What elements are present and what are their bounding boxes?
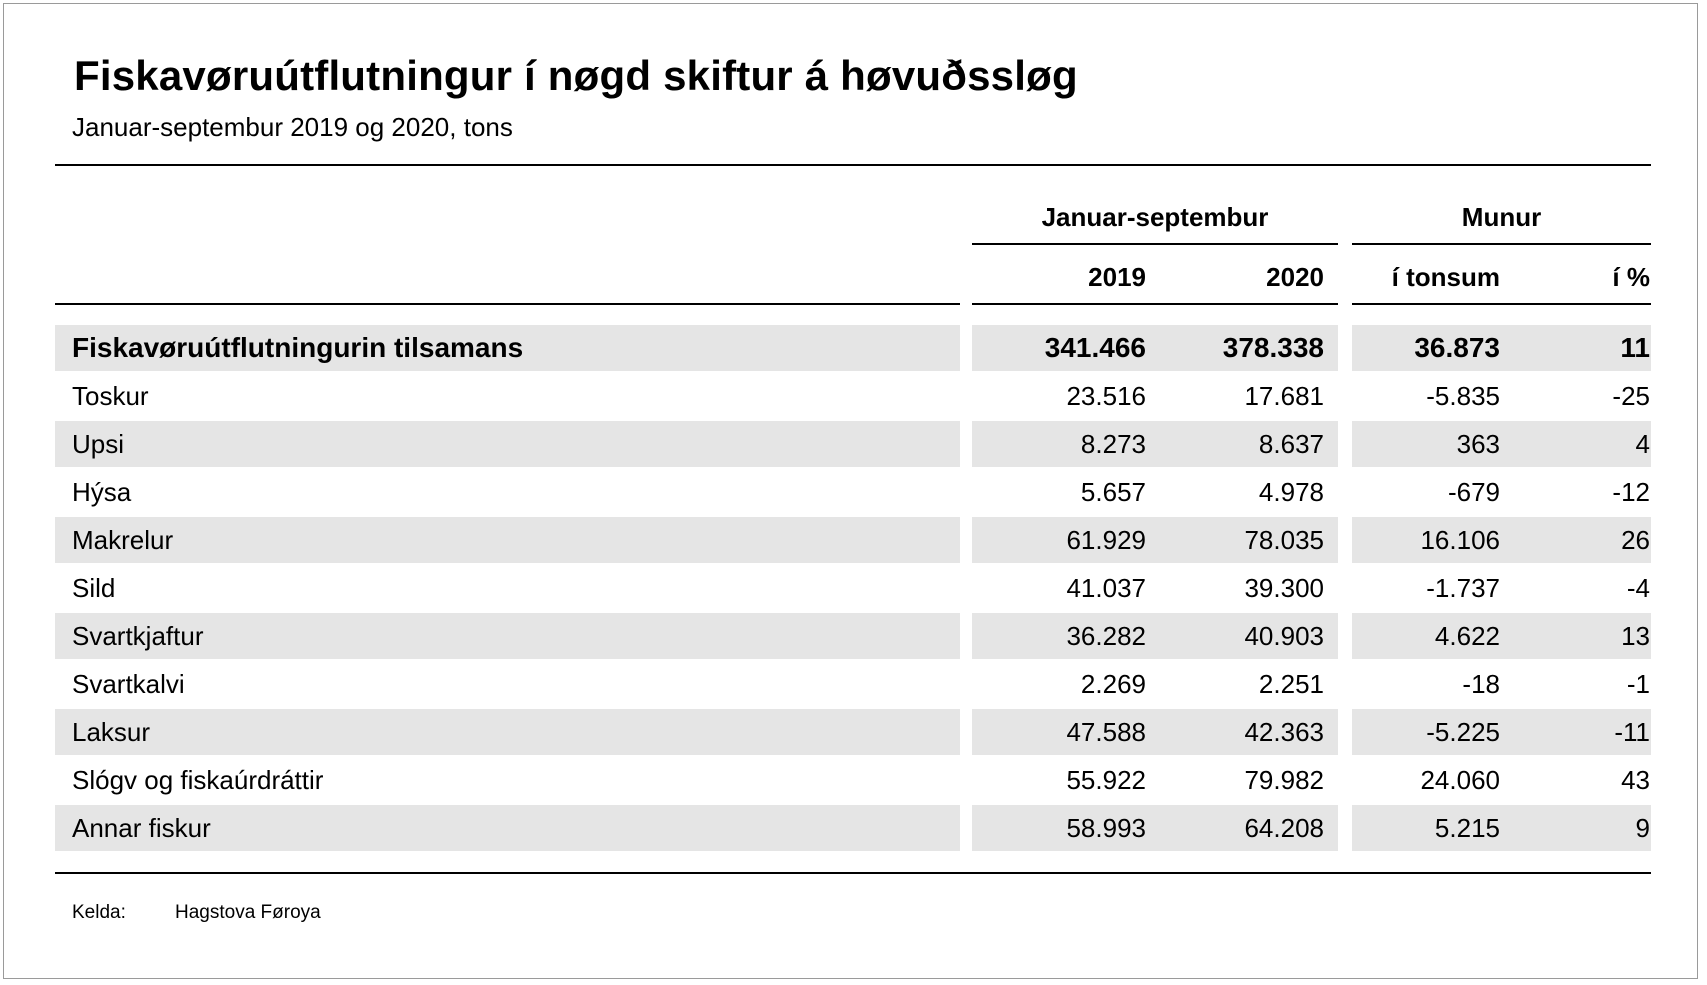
cell-2020: 4.978 <box>1258 477 1324 507</box>
cell-2019: 47.588 <box>1066 717 1146 747</box>
source-label: Kelda: <box>72 902 126 923</box>
cell-2020: 64.208 <box>1244 813 1324 843</box>
cell-diff-tons: -679 <box>1447 477 1500 507</box>
header-diff-group: Munur <box>1461 202 1542 232</box>
cell-2019: 36.282 <box>1066 621 1146 651</box>
diff-group-rule <box>1352 243 1651 245</box>
cell-diff-tons: 36.873 <box>1414 332 1500 363</box>
table-row <box>0 709 1707 755</box>
top-rule <box>55 164 1651 166</box>
cell-2020: 78.035 <box>1244 525 1324 555</box>
cell-diff-pct: -4 <box>1626 573 1650 603</box>
table-row <box>0 661 1707 707</box>
header-col-2020: 2020 <box>1266 262 1324 292</box>
row-label: Toskur <box>72 381 149 411</box>
cell-2020: 17.681 <box>1244 381 1324 411</box>
table-row-total <box>0 325 1707 371</box>
cell-diff-pct: 11 <box>1620 332 1650 363</box>
row-label: Hýsa <box>72 477 132 507</box>
cell-2019: 5.657 <box>1080 477 1146 507</box>
cell-diff-tons: 16.106 <box>1420 525 1500 555</box>
header-period-group: Januar-septembur <box>1041 202 1269 232</box>
cell-2019: 341.466 <box>1044 332 1146 363</box>
cell-2020: 2.251 <box>1258 669 1324 699</box>
header-col-tons: í tonsum <box>1391 262 1500 292</box>
cell-2020: 39.300 <box>1244 573 1324 603</box>
cell-diff-tons: -18 <box>1462 669 1500 699</box>
row-label: Makrelur <box>72 525 174 555</box>
row-label: Fiskavøruútflutningurin tilsamans <box>72 332 524 363</box>
cell-diff-pct: -25 <box>1612 381 1650 411</box>
cell-2020: 42.363 <box>1244 717 1324 747</box>
cell-diff-pct: 9 <box>1635 813 1650 843</box>
cell-2019: 41.037 <box>1066 573 1146 603</box>
cell-diff-tons: -5.225 <box>1426 717 1500 747</box>
row-label: Svartkjaftur <box>72 621 204 651</box>
cell-diff-tons: 4.622 <box>1434 621 1500 651</box>
cell-2019: 55.922 <box>1066 765 1146 795</box>
header-col-2019: 2019 <box>1088 262 1146 292</box>
cell-diff-tons: 363 <box>1456 429 1500 459</box>
table-title: Fiskavøruútflutningur í nøgd skiftur á høvuðssløg <box>74 52 1078 99</box>
cell-2020: 40.903 <box>1244 621 1324 651</box>
cell-diff-pct: -11 <box>1614 717 1650 747</box>
table-row <box>0 613 1707 659</box>
cell-2020: 79.982 <box>1244 765 1324 795</box>
cell-2019: 61.929 <box>1066 525 1146 555</box>
label-header-rule <box>55 303 960 305</box>
row-label: Annar fiskur <box>72 813 211 843</box>
table-row <box>0 469 1707 515</box>
cell-2019: 2.269 <box>1080 669 1146 699</box>
header-col-pct: í % <box>1612 262 1650 292</box>
bottom-rule <box>55 872 1651 874</box>
cell-diff-pct: 13 <box>1621 621 1650 651</box>
cell-2020: 378.338 <box>1222 332 1324 363</box>
cell-2019: 8.273 <box>1080 429 1146 459</box>
cell-diff-pct: 43 <box>1621 765 1650 795</box>
table-subtitle: Januar-septembur 2019 og 2020, tons <box>72 112 513 142</box>
table-row <box>0 757 1707 803</box>
table-row <box>0 421 1707 467</box>
cell-diff-tons: 5.215 <box>1434 813 1500 843</box>
cell-2020: 8.637 <box>1258 429 1324 459</box>
period-group-rule <box>972 243 1338 245</box>
period-header-rule <box>972 303 1338 305</box>
table-row <box>0 565 1707 611</box>
cell-diff-pct: 26 <box>1621 525 1650 555</box>
cell-2019: 23.516 <box>1066 381 1146 411</box>
cell-diff-pct: -12 <box>1612 477 1650 507</box>
cell-diff-pct: 4 <box>1635 429 1650 459</box>
row-label: Slógv og fiskaúrdráttir <box>72 765 324 795</box>
diff-header-rule <box>1352 303 1651 305</box>
row-label: Svartkalvi <box>72 669 185 699</box>
table-row <box>0 805 1707 851</box>
cell-diff-pct: -1 <box>1626 669 1650 699</box>
source-value: Hagstova Føroya <box>175 902 321 923</box>
row-label: Upsi <box>72 429 125 459</box>
row-label: Sild <box>72 573 116 603</box>
cell-2019: 58.993 <box>1066 813 1146 843</box>
table-row <box>0 373 1707 419</box>
cell-diff-tons: 24.060 <box>1420 765 1500 795</box>
table-row <box>0 517 1707 563</box>
row-label: Laksur <box>72 717 151 747</box>
cell-diff-tons: -5.835 <box>1426 381 1500 411</box>
cell-diff-tons: -1.737 <box>1426 573 1500 603</box>
